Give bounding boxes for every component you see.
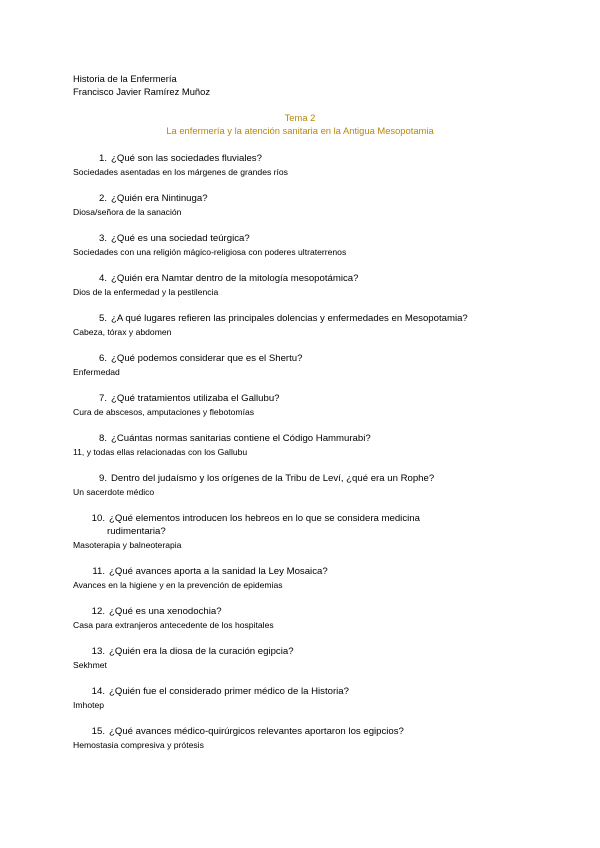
answer-10: Masoterapia y balneoterapia (73, 540, 182, 550)
question-1 (89, 153, 262, 165)
topic-title: La enfermería y la atención sanitaria en la Antigua Mesopotamia (166, 125, 434, 136)
question-text: ¿Qué es una xenodochia? (109, 606, 222, 617)
question-text: ¿Qué avances aporta a la sanidad la Ley Mosaica? (109, 566, 328, 577)
question-number: 8. (98, 433, 107, 444)
question-number: 9. (98, 473, 107, 484)
question-10 (89, 513, 420, 525)
question-text: ¿Qué tratamientos utilizaba el Gallubu? (111, 393, 280, 404)
question-11 (89, 566, 328, 578)
question-7 (89, 393, 280, 405)
answer-9: Un sacerdote médico (73, 487, 155, 497)
question-number: 11. (92, 566, 105, 577)
answer-14: Imhotep (73, 700, 105, 710)
question-text: ¿Quién era Namtar dentro de la mitología mesopotámica? (111, 273, 359, 284)
answer-2: Diosa/señora de la sanación (73, 207, 182, 217)
answer-8: 11, y todas ellas relacionadas con los Gallubu (73, 447, 248, 457)
question-6 (89, 353, 302, 365)
author-name: Francisco Javier Ramírez Muñoz (73, 86, 211, 97)
question-number: 3. (98, 233, 107, 244)
question-text: ¿Cuántas normas sanitarias contiene el Código Hammurabi? (111, 433, 371, 444)
question-2 (89, 193, 208, 205)
answer-12: Casa para extranjeros antecedente de los hospitales (73, 620, 274, 630)
question-text: ¿A qué lugares refieren las principales dolencias y enfermedades en Mesopotamia? (111, 313, 468, 324)
answer-1: Sociedades asentadas en los márgenes de grandes ríos (73, 167, 288, 177)
question-number: 14. (91, 686, 105, 697)
question-text: ¿Qué es una sociedad teúrgica? (111, 233, 250, 244)
question-13 (89, 646, 294, 658)
course-name: Historia de la Enfermería (73, 73, 177, 84)
answer-13: Sekhmet (73, 660, 107, 670)
question-text: ¿Qué elementos introducen los hebreos en lo que se considera medicina (109, 513, 420, 524)
answer-4: Dios de la enfermedad y la pestilencia (73, 287, 219, 297)
question-number: 6. (98, 353, 107, 364)
question-number: 5. (98, 313, 107, 324)
question-text: Dentro del judaísmo y los orígenes de la Tribu de Leví, ¿qué era un Rophe? (111, 473, 435, 484)
question-5 (89, 313, 468, 325)
question-number: 2. (98, 193, 107, 204)
question-text: ¿Quién era Nintinuga? (111, 193, 208, 204)
question-12 (89, 606, 222, 618)
answer-5: Cabeza, tórax y abdomen (73, 327, 172, 337)
question-10-continuation: rudimentaria? (107, 526, 166, 537)
question-text: ¿Qué avances médico-quirúrgicos relevantes aportaron los egipcios? (109, 726, 404, 737)
question-4 (89, 273, 358, 285)
question-text: ¿Quién era la diosa de la curación egipcia? (109, 646, 294, 657)
question-number: 15. (91, 726, 105, 737)
question-text: ¿Quién fue el considerado primer médico de la Historia? (109, 686, 349, 697)
question-3 (89, 233, 250, 245)
answer-3: Sociedades con una religión mágico-religiosa con poderes ultraterrenos (73, 247, 347, 257)
topic-number: Tema 2 (284, 112, 316, 123)
question-9 (89, 473, 434, 485)
question-number: 10. (91, 513, 105, 524)
answer-6: Enfermedad (73, 367, 120, 377)
question-number: 13. (91, 646, 105, 657)
question-14 (89, 686, 349, 698)
question-8 (89, 433, 371, 445)
question-number: 4. (98, 273, 107, 284)
question-15 (89, 726, 404, 738)
question-number: 12. (91, 606, 105, 617)
answer-15: Hemostasia compresiva y prótesis (73, 740, 204, 750)
question-number: 1. (98, 153, 107, 164)
answer-7: Cura de abscesos, amputaciones y flebotomías (73, 407, 255, 417)
question-text: ¿Qué podemos considerar que es el Shertu? (111, 353, 303, 364)
question-number: 7. (98, 393, 107, 404)
answer-11: Avances en la higiene y en la prevención de epidemias (73, 580, 283, 590)
question-text: ¿Qué son las sociedades fluviales? (111, 153, 262, 164)
